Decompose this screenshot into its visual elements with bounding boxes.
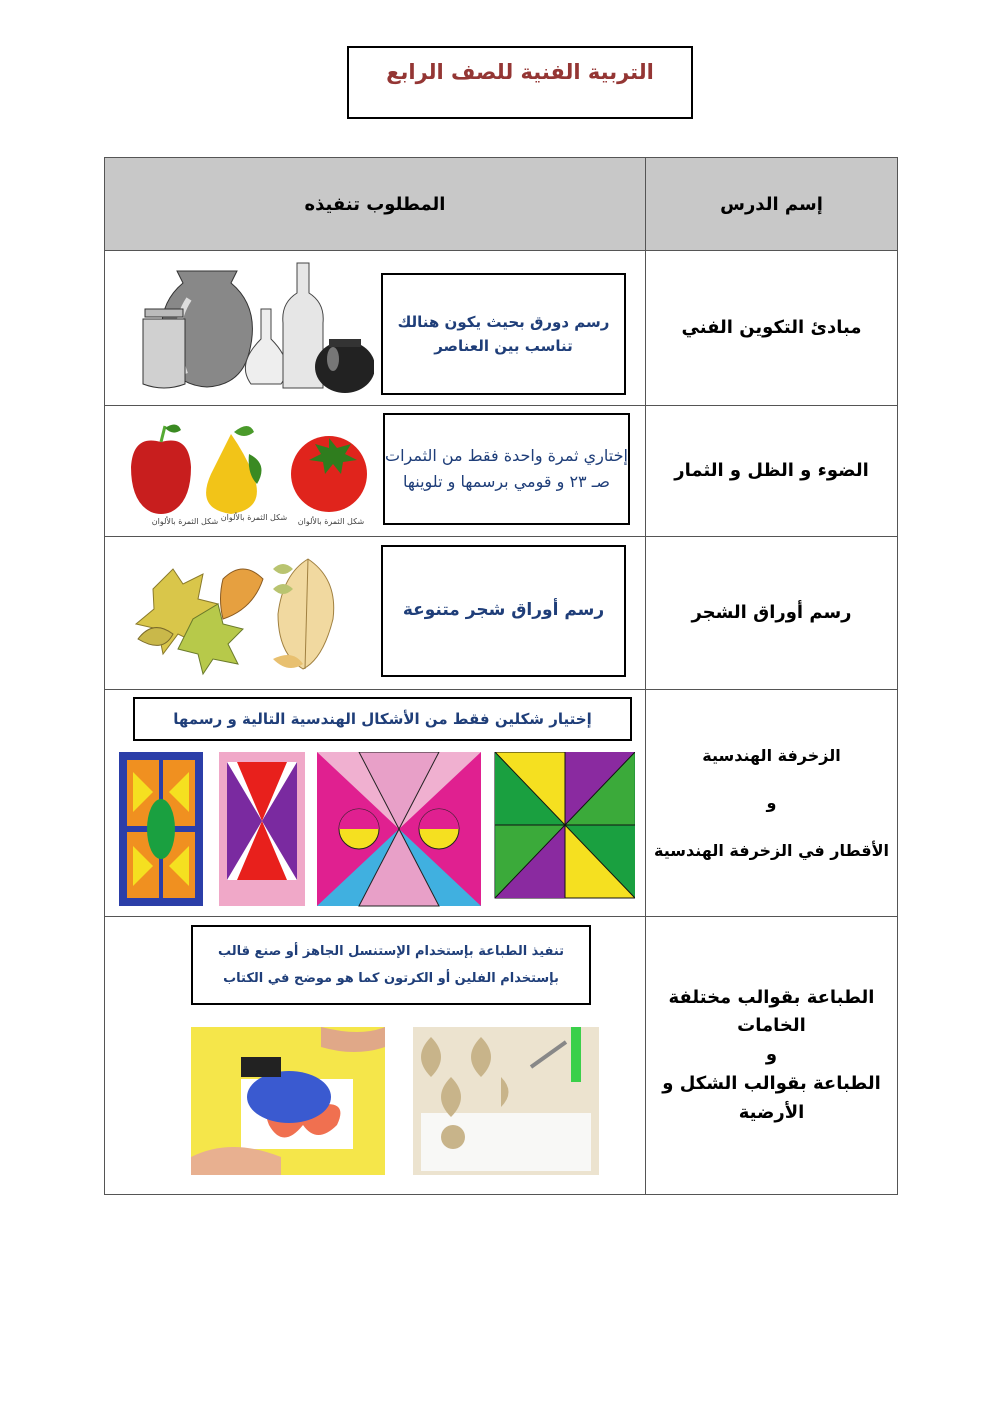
instruction-box: رسم دورق بحيث يكون هنالك تناسب بين العناصر bbox=[381, 273, 626, 395]
lesson-name: الضوء و الظل و الثمار bbox=[646, 406, 898, 537]
table-row bbox=[105, 251, 898, 406]
lesson-line: و bbox=[766, 793, 777, 813]
table-row bbox=[105, 537, 898, 690]
lesson-line: الأرضية bbox=[738, 1101, 805, 1123]
title-box bbox=[347, 46, 693, 119]
lesson-line: الخامات bbox=[737, 1015, 806, 1037]
instruction-box: رسم أوراق شجر متنوعة bbox=[381, 545, 626, 677]
header-lesson: إسم الدرس bbox=[646, 158, 898, 251]
task-cell bbox=[105, 251, 646, 406]
lesson-name: رسم أوراق الشجر bbox=[646, 537, 898, 690]
lessons-table bbox=[104, 157, 898, 1195]
fruits-image bbox=[119, 414, 374, 529]
fruit-caption: شكل الثمرة بالألوان bbox=[220, 513, 288, 522]
instruction-line: بإستخدام الفلين أو الكرتون كما هو موضح في الكتاب bbox=[223, 971, 559, 986]
lesson-line: و bbox=[765, 1044, 778, 1066]
page-title: التربية الفنية للصف الرابع bbox=[386, 60, 654, 84]
lesson-line: الأقطار في الزخرفة الهندسية bbox=[654, 840, 889, 860]
fruit-caption: شكل الثمرة بالألوان bbox=[297, 517, 365, 526]
lesson-name-multiline bbox=[646, 917, 898, 1195]
task-cell bbox=[105, 406, 646, 537]
task-cell bbox=[105, 690, 646, 917]
leaves-image bbox=[123, 549, 359, 677]
lesson-line: الطباعة بقوالب الشكل و bbox=[662, 1072, 881, 1094]
lesson-name: مبادئ التكوين الفني bbox=[646, 251, 898, 406]
task-cell bbox=[105, 537, 646, 690]
instruction-box bbox=[191, 925, 591, 1005]
instruction-box: إختيار شكلين فقط من الأشكال الهندسية التالية و رسمها bbox=[133, 697, 632, 741]
lesson-name-multiline bbox=[646, 690, 898, 917]
pottery-sketch-image bbox=[119, 259, 374, 399]
fruit-caption: شكل الثمرة بالألوان bbox=[151, 517, 219, 526]
printing-photos-image bbox=[191, 1027, 601, 1177]
header-task: المطلوب تنفيذه bbox=[105, 158, 646, 251]
task-cell bbox=[105, 917, 646, 1195]
table-row bbox=[105, 406, 898, 537]
instruction-box: إختاري ثمرة واحدة فقط من الثمرات صـ ٢٣ و قومي برسمها و تلوينها bbox=[383, 413, 630, 525]
lesson-line: الزخرفة الهندسية bbox=[702, 746, 841, 766]
instruction-line: تنفيذ الطباعة بإستخدام الإستنسل الجاهز أو صنع قالب bbox=[217, 943, 565, 959]
table-header-row bbox=[105, 158, 898, 251]
lesson-line: الطباعة بقوالب مختلفة bbox=[668, 986, 875, 1008]
table-row bbox=[105, 690, 898, 917]
table-row bbox=[105, 917, 898, 1195]
geometric-patterns-image bbox=[119, 752, 635, 908]
